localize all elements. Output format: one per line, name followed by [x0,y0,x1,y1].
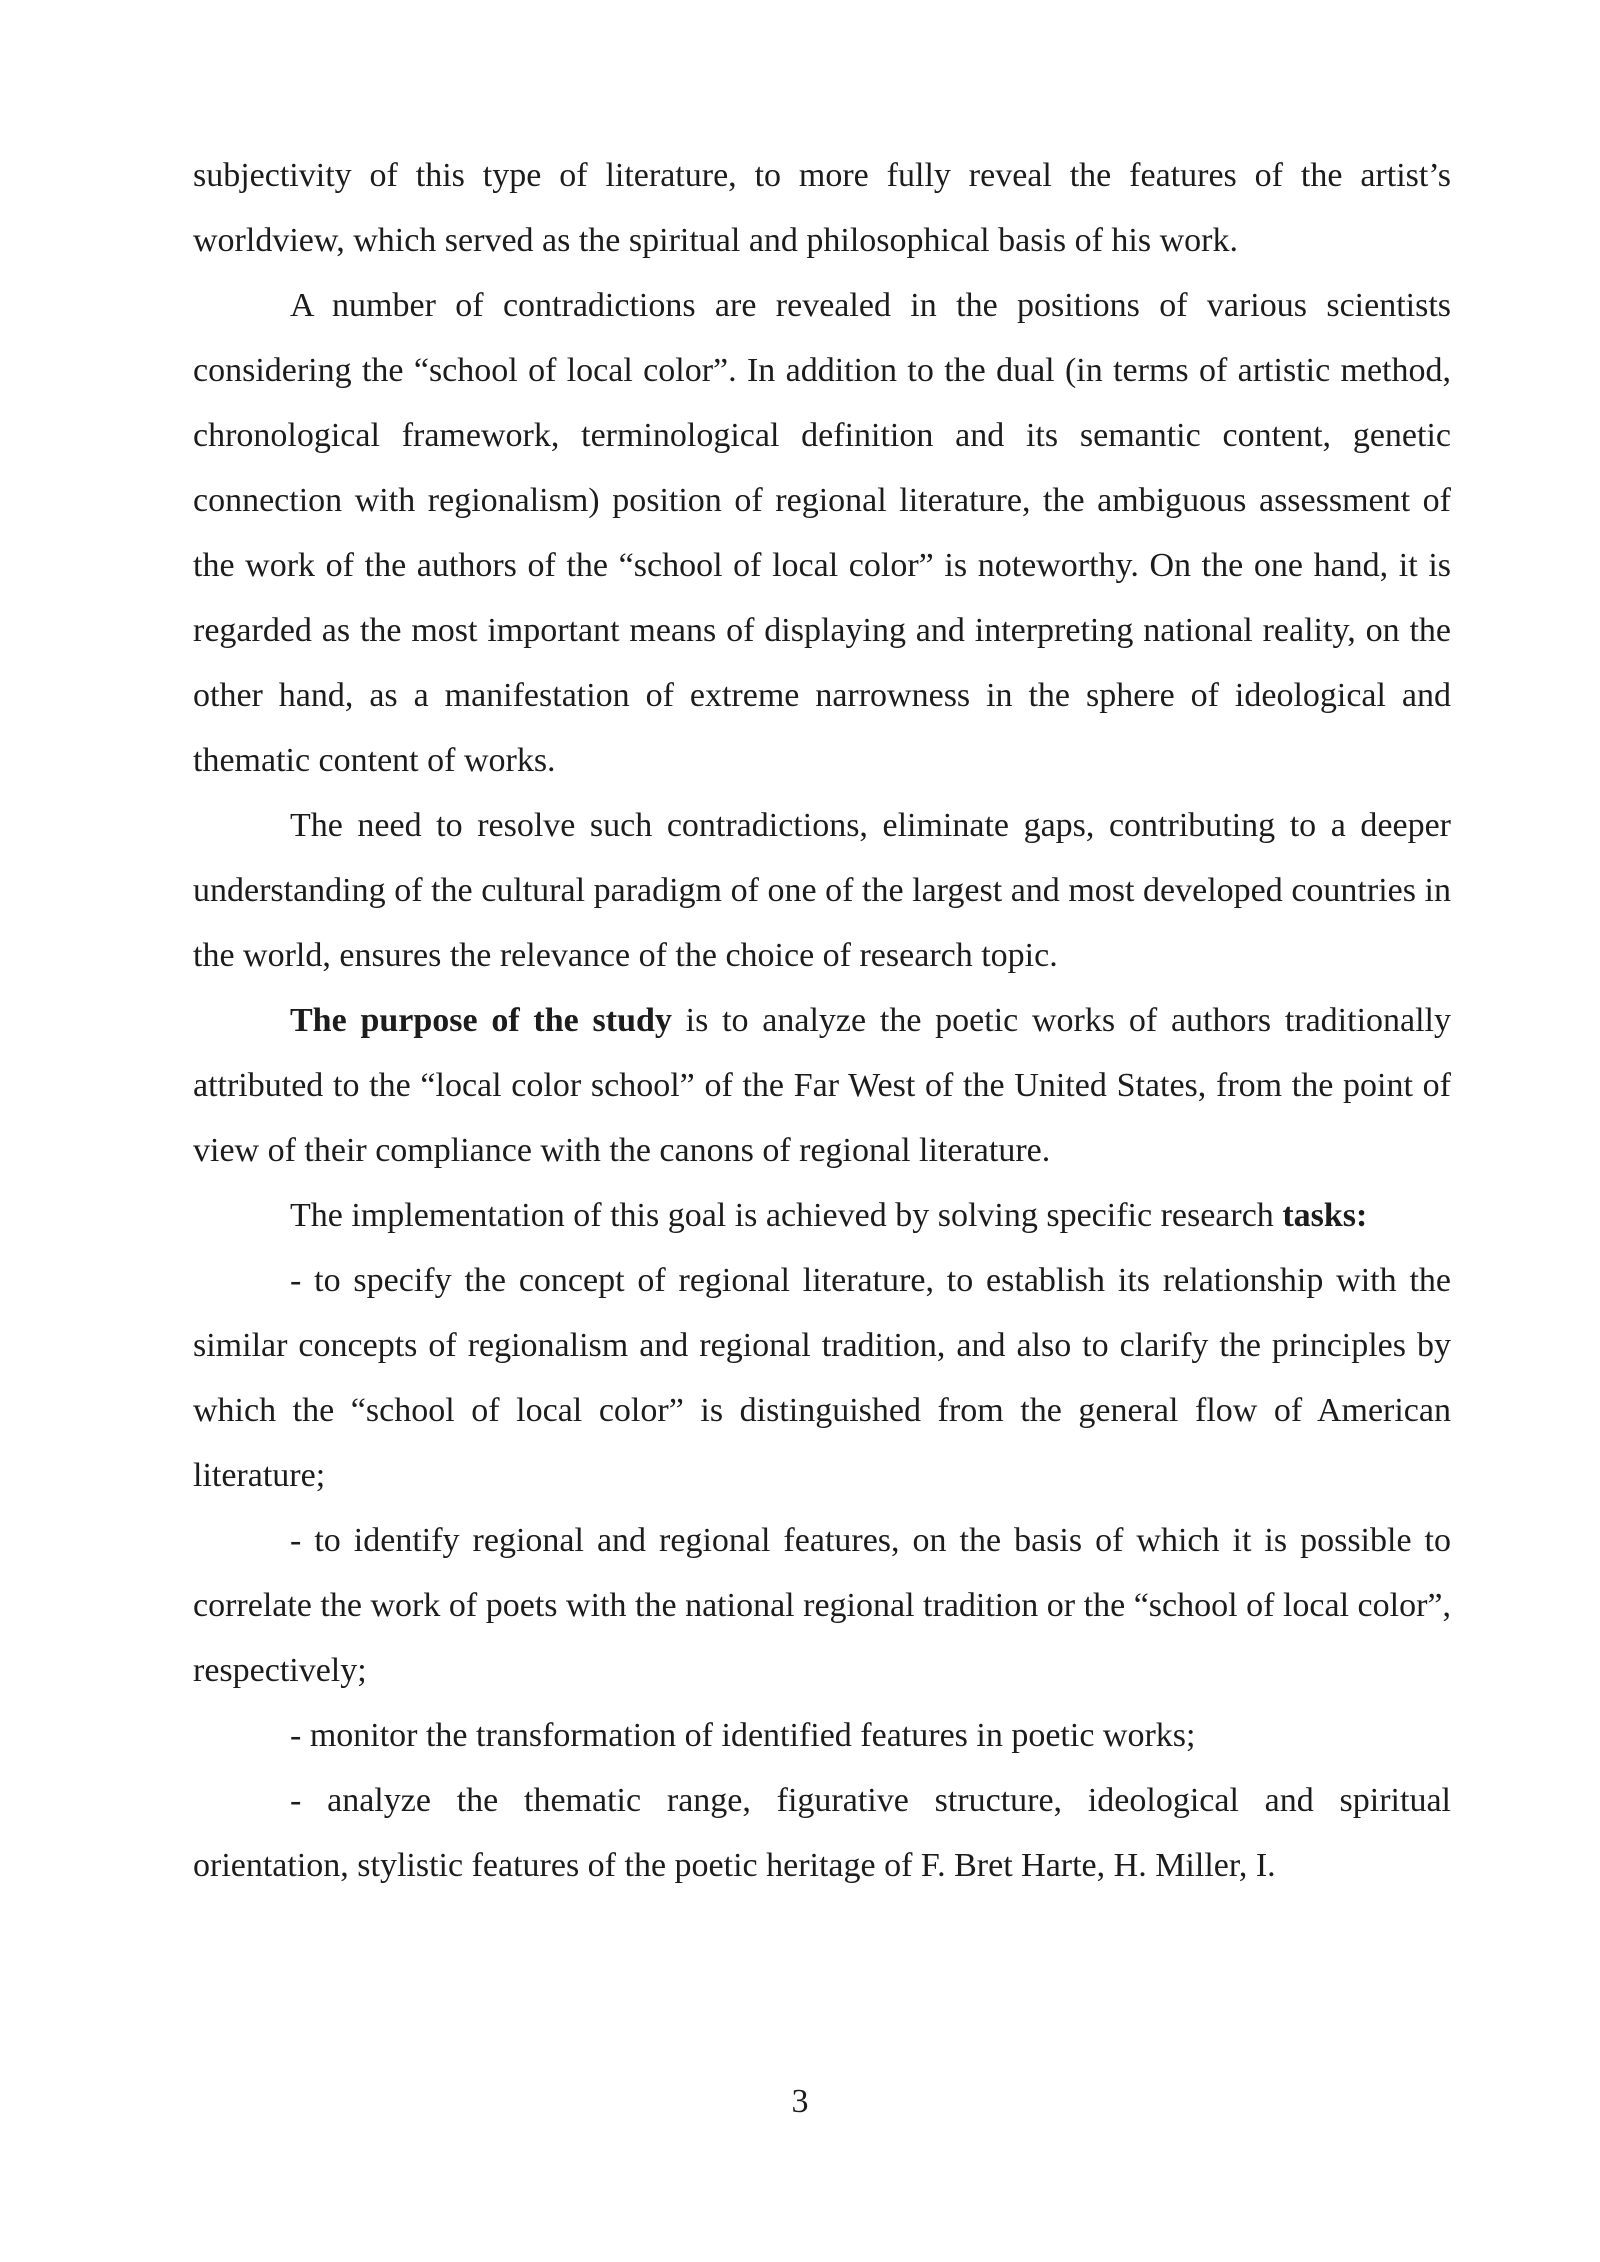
body-text [193,143,1451,1898]
task-item-3: - monitor the transformation of identified features in poetic works; [290,1717,1196,1754]
paragraph-relevance: The need to resolve such contradictions, eliminate gaps, contributing to a deeper understanding of the cultural paradigm of one of the largest and most developed countries in the world, ensures the relevance of the choice of research topic. [193,807,1451,974]
paragraph-tasks-intro [193,1183,1451,1248]
purpose-heading: The purpose of the study [290,1002,672,1039]
paragraph-purpose [193,988,1451,1183]
task-item-1: - to specify the concept of regional literature, to establish its relationship with the similar concepts of regionalism and regional tradition, and also to clarify the principles by which the “school of local color” is distinguished from the general flow of American literature; [193,1262,1451,1494]
tasks-intro-text: The implementation of this goal is achieved by solving specific research [290,1197,1283,1234]
task-item-4: - analyze the thematic range, figurative structure, ideological and spiritual orientation, stylistic features of the poetic heritage of F. Bret Harte, H. Miller, I. [193,1782,1451,1884]
task-item-2: - to identify regional and regional features, on the basis of which it is possible to correlate the work of poets with the national regional tradition or the “school of local color”, respectively; [193,1522,1451,1689]
tasks-heading: tasks: [1282,1197,1368,1234]
paragraph-contradictions: A number of contradictions are revealed in the positions of various scientists considering the “school of local color”. In addition to the dual (in terms of artistic method, chronological framework, terminological definition and its semantic content, genetic connection with regionalism) position of regional literature, the ambiguous assessment of the work of the authors of the “school of local color” is noteworthy. On the one hand, it is regarded as the most important means of displaying and interpreting national reality, on the other hand, as a manifestation of extreme narrowness in the sphere of ideological and thematic content of works. [193,287,1451,779]
paragraph-continuation: subjectivity of this type of literature, to more fully reveal the features of the artist’s worldview, which served as the spiritual and philosophical basis of his work. [193,157,1451,259]
purpose-text: is to analyze the poetic works of authors traditionally attributed to the “local color school” of the Far West of the United States, from the point of view of their compliance with the canons of regional literature. [193,1002,1451,1169]
page-number: 3 [791,2083,809,2120]
